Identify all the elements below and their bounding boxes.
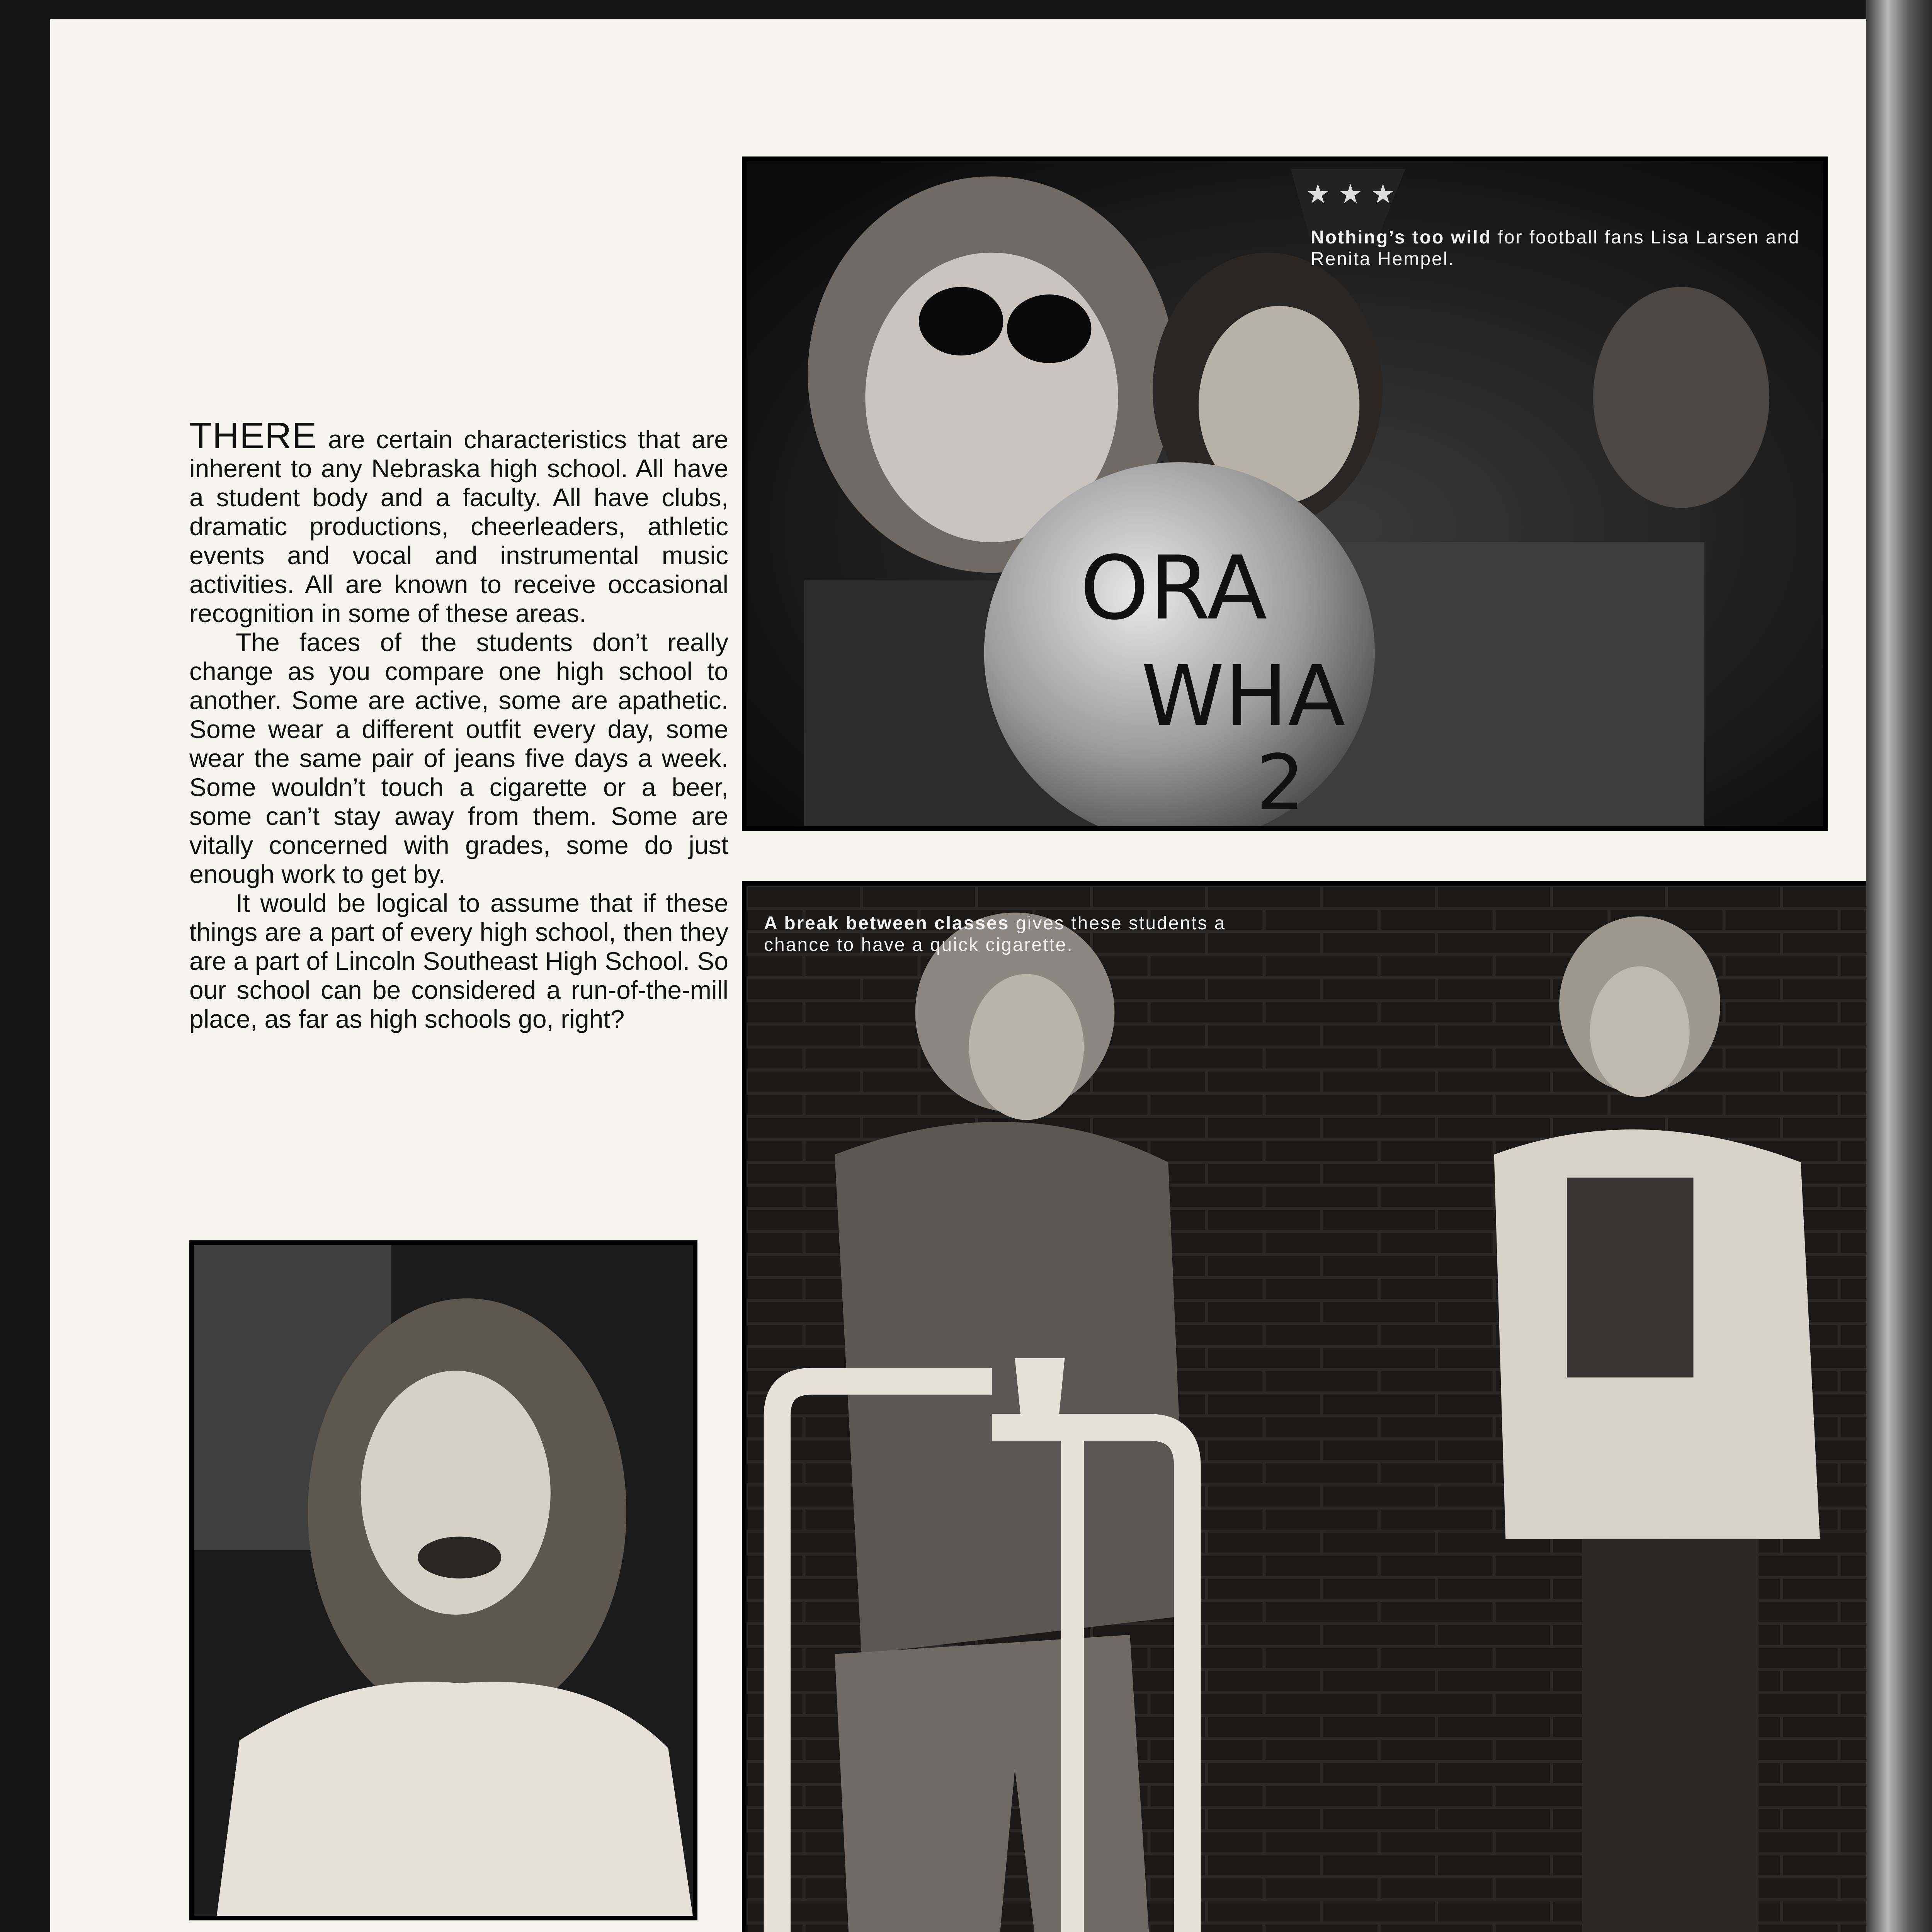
binding-edge (1866, 0, 1932, 1932)
balloon-writing-3: 2 (1256, 738, 1305, 826)
paragraph-1-text: are certain characteristics that are inherent to any Nebraska high school. All have a student body and a faculty. All have clubs, dramatic productions, cheerleaders, athletic events and vocal and instrumental music activities. All are known to receive occasional recognition in some of these areas. (189, 425, 728, 628)
balloon-writing-1: ORA (1080, 537, 1267, 639)
caption-football-fans (1311, 227, 1813, 270)
caption-break-text: gives these students a chance to have a quick cigarette. (764, 913, 1226, 955)
photo-break-between-classes (742, 881, 1897, 1932)
paragraph-1 (189, 415, 728, 628)
lead-word: THERE (189, 415, 317, 456)
svg-text:★ ★ ★: ★ ★ ★ (1306, 179, 1395, 210)
caption-break-bold: A break between classes (764, 913, 1010, 934)
caption-break-between-classes (764, 913, 1266, 956)
photo-senior-lady (189, 1240, 697, 1920)
balloon-writing-2: WHA (1141, 648, 1346, 745)
photo-football-fans (742, 156, 1828, 831)
paragraph-3: It would be logical to assume that if these things are a part of every high school, then they are a part of Lincoln Southeast High School. So our school can be considered a run-of-the-mill place, as far as high schools go, right? (189, 889, 728, 1033)
break-between-classes-image (747, 886, 1897, 1932)
caption-football-fans-text: for football fans Lisa Larsen and Renita Hempel. (1311, 227, 1800, 269)
caption-football-fans-bold: Nothing’s too wild (1311, 227, 1492, 248)
paragraph-2: The faces of the students don’t really change as you compare one high school to another. Some are active, some are apathetic. Some wear a different outfit every day, some wear the same pair of jeans five days a week. Some wouldn’t touch a cigarette or a beer, some can’t stay away from them. Some are vitally concerned with grades, some do just enough work to get by. (189, 628, 728, 888)
body-copy (189, 415, 728, 1034)
yearbook-page (50, 19, 1897, 1932)
senior-lady-image (194, 1245, 693, 1916)
